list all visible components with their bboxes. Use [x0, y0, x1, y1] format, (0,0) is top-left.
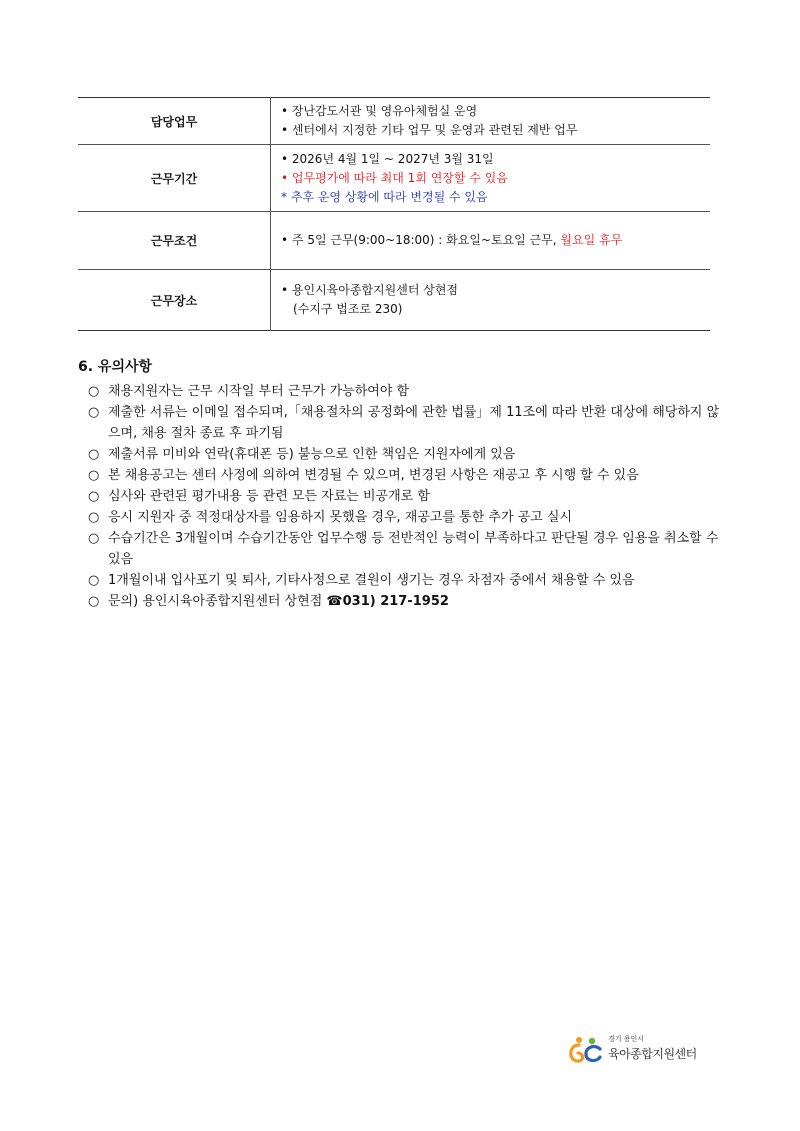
- circle-bullet: ○: [88, 531, 100, 546]
- list-item: ○ 1개월이내 입사포기 및 퇴사, 기타사정으로 결원이 생기는 경우 차점자 중에서 채용할 수 있음: [88, 570, 728, 591]
- circle-bullet: ○: [88, 489, 100, 504]
- list-item: ○ 채용지원자는 근무 시작일 부터 근무가 가능하여야 함: [88, 381, 728, 402]
- contact-item: [88, 591, 728, 612]
- row-conditions: [78, 212, 710, 270]
- row-period: [78, 145, 710, 212]
- bullet: •: [281, 170, 289, 185]
- list-item: ○ 수습기간은 3개월이며 수습기간동안 업무수행 등 전반적인 능력이 부족하다고 판단될 경우 임용을 취소할 수 있음: [88, 528, 728, 570]
- center-logo: [566, 1033, 716, 1067]
- label-location: 근무장소: [78, 270, 271, 331]
- day-off: 월요일 휴무: [560, 233, 623, 247]
- bullet: •: [281, 151, 289, 166]
- circle-bullet: ○: [88, 447, 100, 462]
- bullet: •: [281, 104, 289, 118]
- row-duties: [78, 98, 710, 145]
- family-logo-icon: [566, 1035, 604, 1065]
- job-info-table: [78, 97, 710, 331]
- work-hours: 주 5일 근무(9:00~18:00) : 화요일~토요일 근무,: [291, 233, 561, 247]
- label-conditions: 근무조건: [78, 212, 271, 270]
- period-dates: 2026년 4월 1일 ~ 2027년 3월 31일: [291, 151, 494, 166]
- list-item: ○ 제출한 서류는 이메일 접수되며,「채용절차의 공정화에 관한 법률」제 11조에 따라 반환 대상에 해당하지 않으며, 채용 절차 종료 후 파기됨: [88, 402, 728, 444]
- asterisk: *: [281, 189, 287, 204]
- circle-bullet: ○: [88, 405, 100, 420]
- logo-title: 육아종합지원센터: [608, 1047, 697, 1061]
- list-item: ○ 심사와 관련된 평가내용 등 관련 모든 자료는 비공개로 함: [88, 486, 728, 507]
- duty-text: 센터에서 지정한 기타 업무 및 운영과 관련된 제반 업무: [291, 123, 578, 137]
- circle-bullet: ○: [88, 510, 100, 525]
- extension-note: 업무평가에 따라 최대 1회 연장할 수 있음: [291, 170, 508, 185]
- period-content: [271, 145, 711, 212]
- list-item: ○ 본 채용공고는 센터 사정에 의하여 변경될 수 있으며, 변경된 사항은 재공고 후 시행 할 수 있음: [88, 465, 728, 486]
- contact-phone: ☎031) 217-1952: [326, 594, 449, 609]
- list-item: ○ 응시 지원자 중 적정대상자를 임용하지 못했을 경우, 재공고를 통한 추가 공고 실시: [88, 507, 728, 528]
- contact-label: 문의) 용인시육아종합지원센터 상현점: [108, 594, 327, 609]
- logo-subtitle: 경기 용인시: [608, 1035, 645, 1043]
- label-period: 근무기간: [78, 145, 271, 212]
- circle-bullet: ○: [88, 573, 100, 588]
- circle-bullet: ○: [88, 468, 100, 483]
- circle-bullet: ○: [88, 594, 100, 609]
- label-duties: 담당업무: [78, 98, 271, 145]
- location-name: 용인시육아종합지원센터 상현점: [291, 283, 459, 297]
- duty-text: 장난감도서관 및 영유아체험실 운영: [291, 104, 478, 118]
- section-title: 6. 유의사항: [78, 359, 153, 375]
- row-location: [78, 270, 710, 331]
- conditions-content: [271, 212, 711, 270]
- circle-bullet: ○: [88, 384, 100, 399]
- list-item: ○ 제출서류 미비와 연락(휴대폰 등) 불능으로 인한 책임은 지원자에게 있음: [88, 444, 728, 465]
- bullet: •: [281, 283, 289, 297]
- notes-list: [88, 381, 728, 612]
- location-content: [271, 270, 711, 331]
- change-note: 추후 운영 상황에 따라 변경될 수 있음: [290, 189, 488, 204]
- location-address: (수지구 법조로 230): [293, 302, 403, 316]
- bullet: •: [281, 123, 289, 137]
- duties-content: [271, 98, 711, 145]
